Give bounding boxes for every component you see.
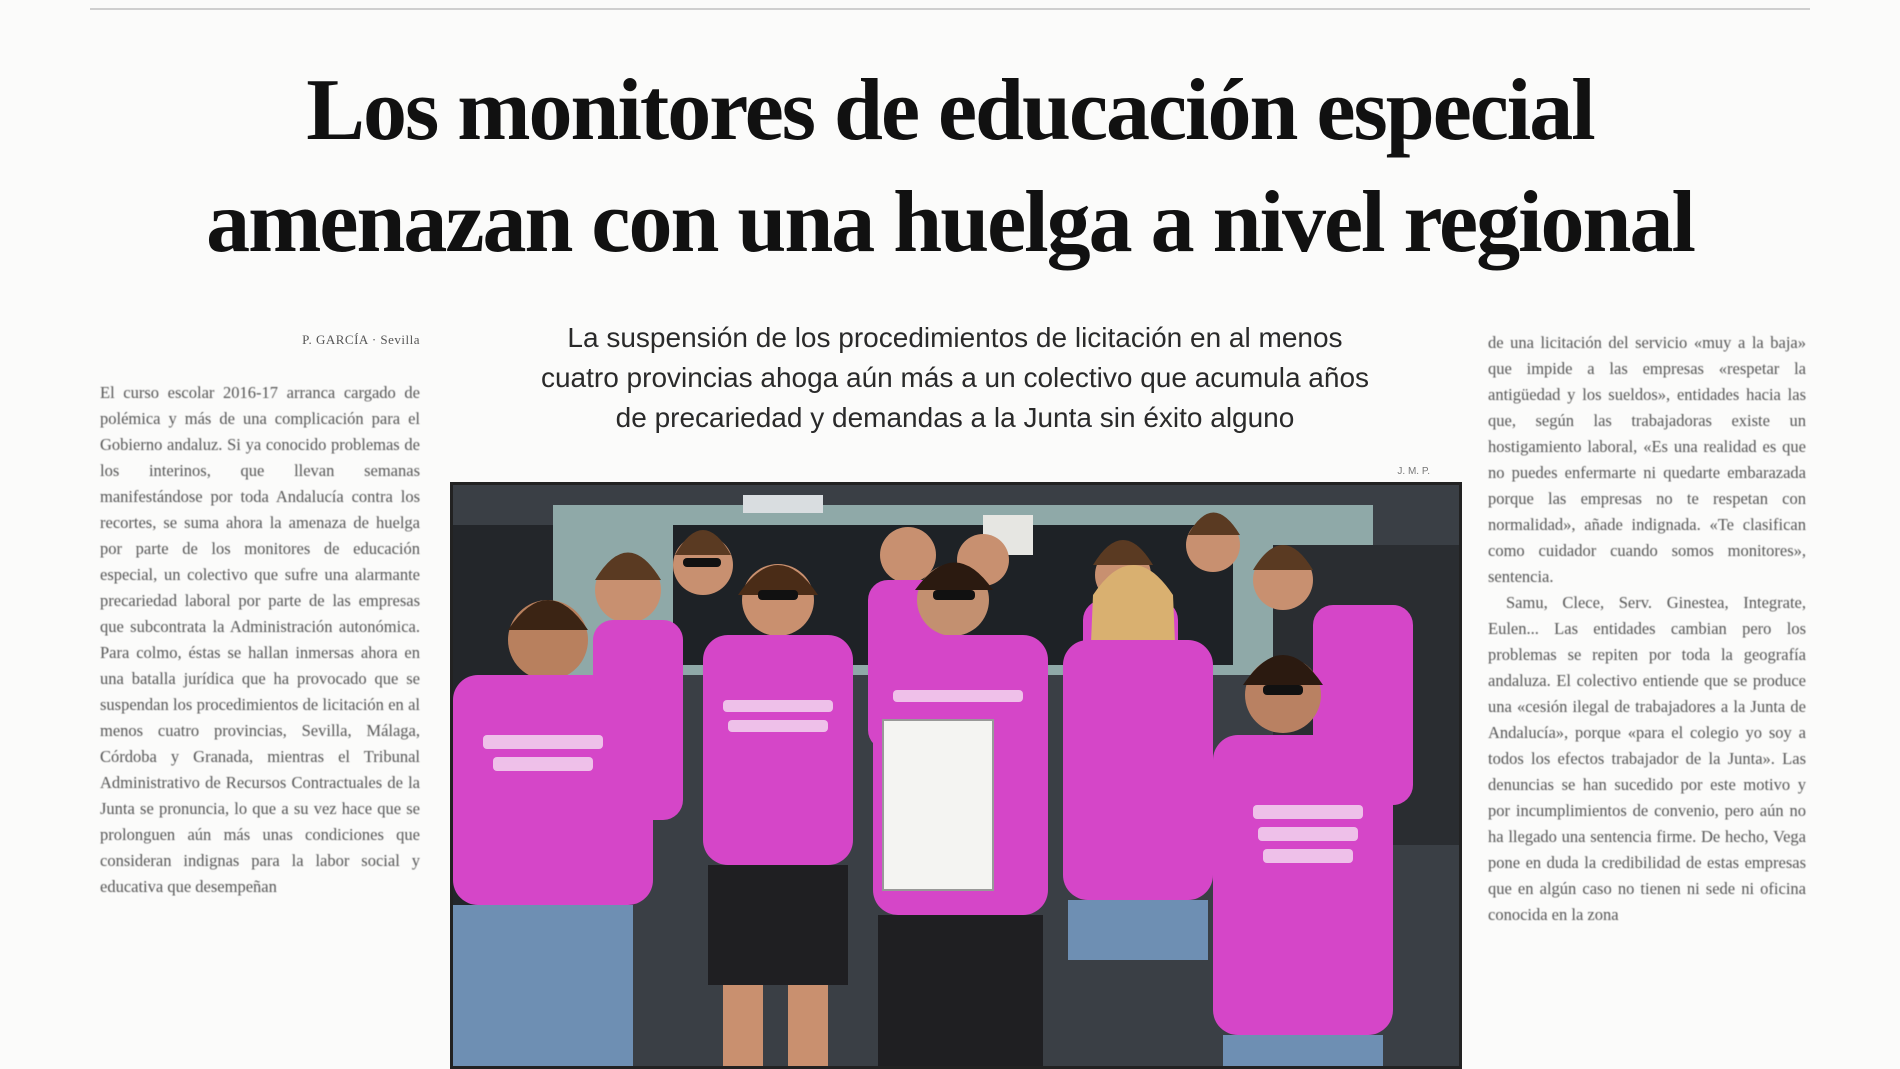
top-rule (90, 0, 1810, 10)
protest-group-photo (453, 485, 1459, 1066)
headline-line-1: Los monitores de educación especial (306, 62, 1594, 159)
headline-line-2: amenazan con una huelga a nivel regional (206, 174, 1694, 271)
left-column-text: El curso escolar 2016-17 arranca cargado de polémica y más de una complicación para el Gobierno andaluz. Si ya conocido problemas de los interinos, que llevan semanas manifestándose por toda Andalucía contra los recortes, se suma ahora la amenaza de huelga por parte de los monitores de educación especial, un colectivo que sufre una alarmante precariedad laboral por parte de las empresas que subcontrata la Administración autonómica. Para colmo, éstas se hallan inmersas ahora en una batalla jurídica que ha provocado que se suspendan los procedimientos de licitación en al menos cuatro provincias, Sevilla, Málaga, Córdoba y Granada, mientras el Tribunal Administrativo de Recursos Contractuales de la Junta se pronuncia, lo que a su vez hace que se prolonguen aún más unas condiciones que consideran indignas para la labor social y educativa que desempeñan (100, 383, 420, 896)
right-column-paragraph-2: Samu, Clece, Serv. Ginestea, Integrate, Eulen... Las entidades cambian pero los problemas se repiten por toda la geografía andaluza. El colectivo entiende que se produce una «cesión ilegal de trabajadores a la Junta de Andalucía», porque «para el colegio yo soy a todos los efectos trabajador de la Junta». Las denuncias se han sucedido por este motivo y por incumplimientos de convenio, pero aún no ha llegado una sentencia firme. De hecho, Vega pone en duda la credibilidad de estas empresas que en algún caso no tienen ni sede ni oficina conocida en la zona (1488, 593, 1806, 924)
byline: P. GARCÍA · Sevilla (302, 332, 420, 347)
news-photo (450, 482, 1462, 1069)
article-column-left (100, 380, 420, 1069)
subheadline (455, 318, 1455, 438)
subhead-line-2: cuatro provincias ahoga aún más a un colectivo que acumula años (540, 362, 1370, 393)
headline (80, 55, 1820, 279)
subhead-line-3: de precariedad y demandas a la Junta sin éxito alguno (615, 402, 1295, 433)
right-column-paragraph-1: de una licitación del servicio «muy a la baja» que impide a las empresas «respetar la antigüedad y los sueldos», entidades hacia las que, según las trabajadoras existe un hostigamiento laboral, «Es una realidad es que no puedes enfermarte ni quedarte embarazada porque las empresas no te respetan con normalidad», añade indignada. «Te clasifican como cuidador cuando somos monitores», sentencia. (1488, 333, 1806, 586)
subhead-line-1: La suspensión de los procedimientos de licitación en al menos (567, 322, 1343, 353)
photo-credit: J. M. P. (1397, 466, 1430, 477)
article-column-right (1488, 330, 1806, 1069)
